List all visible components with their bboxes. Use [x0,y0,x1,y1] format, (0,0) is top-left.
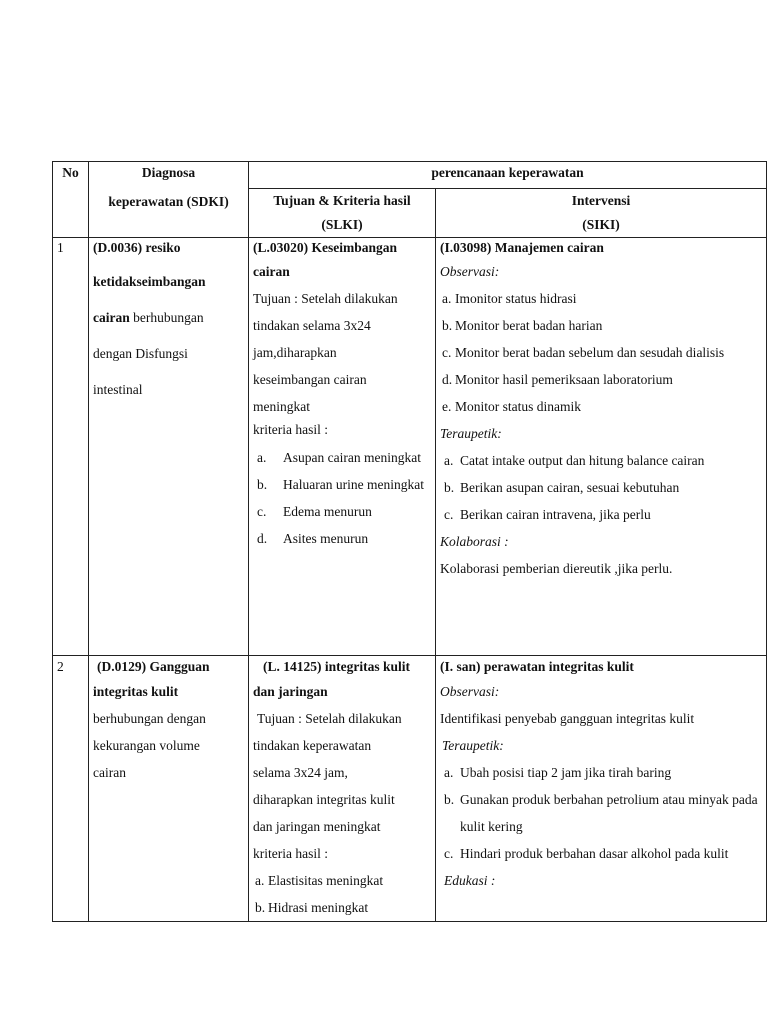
slki-criteria-list [253,444,431,552]
header-tujuan-line1: Tujuan & Kriteria hasil [273,193,411,208]
list-item [440,339,762,366]
list-marker: a. [444,453,454,468]
row-1-diagnosis [89,238,249,656]
siki-kolaborasi-label: Kolaborasi : [440,534,509,549]
row-1-no [53,238,89,656]
header-diagnosa [89,162,249,238]
list-text: Monitor hasil pemeriksaan laboratorium [455,372,673,387]
siki-teraupetik-label: Teraupetik: [440,426,502,441]
slki-text-line: Tujuan : Setelah dilakukan [253,291,398,306]
header-perencanaan [249,162,767,189]
table-row [53,238,767,656]
list-item [440,393,762,420]
list-item [440,786,762,840]
list-text: Hindari produk berbahan dasar alkohol pada kulit [460,846,729,861]
slki-text-line: tindakan selama 3x24 [253,318,371,333]
list-text: Ubah posisi tiap 2 jam jika tirah baring [460,765,672,780]
table-row [53,656,767,922]
header-diagnosa-line2: keperawatan (SDKI) [108,194,229,209]
slki-text-line: keseimbangan cairan [253,372,367,387]
siki-edukasi-label: Edukasi : [444,873,496,888]
list-marker: a. [257,450,267,465]
list-marker: b. [255,900,266,915]
slki-title-cont: dan jaringan [253,684,328,699]
diagnosis-title-end: cairan [93,310,130,325]
slki-criteria-label: kriteria hasil : [253,422,328,437]
list-text: Asupan cairan meningkat [283,450,421,465]
list-text: Berikan asupan cairan, sesuai kebutuhan [460,480,680,495]
header-intervensi [436,189,767,238]
slki-text-line: jam,diharapkan [253,345,337,360]
slki-criteria-list [253,867,431,921]
list-item [440,366,762,393]
list-marker: c. [442,345,452,360]
list-item [440,285,762,312]
list-item [440,474,762,501]
siki-observasi-list [440,285,762,420]
diagnosis-relation: berhubungan [129,310,204,325]
diagnosis-line-4: kekurangan volume [93,738,200,753]
slki-title-cont: cairan [253,264,290,279]
header-perencanaan-label: perencanaan keperawatan [431,165,584,180]
diagnosis-line-5: cairan [93,765,126,780]
list-marker: c. [444,846,454,861]
list-item [440,447,762,474]
diagnosis-line-3 [93,308,244,328]
list-text: Imonitor status hidrasi [455,291,577,306]
siki-observasi-label: Observasi: [440,264,500,279]
list-marker: a. [255,873,265,888]
siki-teraupetik-label: Teraupetik: [442,738,504,753]
list-marker: b. [444,480,455,495]
diagnosis-title-part: ketidakseimbangan [93,274,206,289]
list-marker: c. [444,507,454,522]
list-text: Catat intake output dan hitung balance cairan [460,453,705,468]
list-text: Monitor status dinamik [455,399,581,414]
list-text: Haluaran urine meningkat [283,477,424,492]
list-marker: a. [442,291,452,306]
slki-criteria-label: kriteria hasil : [253,846,328,861]
slki-text-line: meningkat [253,399,310,414]
header-tujuan-line2: (SLKI) [321,217,363,232]
list-text: Edema menurun [283,504,372,519]
row-1-siki [436,238,767,656]
list-item [253,867,431,894]
siki-kolaborasi-text: Kolaborasi pemberian diereutik ,jika perlu. [440,561,673,576]
slki-text-line: diharapkan integritas kulit [253,792,395,807]
list-item [253,525,431,552]
header-row [53,162,767,189]
slki-text-line: Tujuan : Setelah dilakukan [257,711,402,726]
siki-teraupetik-list [440,447,762,528]
list-item [253,894,431,921]
siki-observasi-label: Observasi: [440,684,500,699]
header-intervensi-line2: (SIKI) [582,217,620,232]
diagnosis-line-5: intestinal [93,382,143,397]
row-number: 1 [57,240,64,255]
list-item [440,840,762,867]
slki-text-line: tindakan keperawatan [253,738,372,753]
list-text: Elastisitas meningkat [268,873,384,888]
list-text: Monitor berat badan sebelum dan sesudah dialisis [455,345,725,360]
row-number: 2 [57,659,64,674]
diagnosis-code: (D.0036) resiko [93,240,181,255]
row-2-diagnosis [89,656,249,922]
row-2-siki [436,656,767,922]
list-text: Asites menurun [283,531,369,546]
diagnosis-line-4: dengan Disfungsi [93,346,188,361]
header-diagnosa-line1: Diagnosa [141,165,196,180]
row-1-slki [249,238,436,656]
diagnosis-title-part: integritas kulit [93,684,179,699]
header-no [53,162,89,238]
list-marker: b. [444,792,455,807]
siki-title: (I.03098) Manajemen cairan [440,240,604,255]
slki-title: (L.03020) Keseimbangan [253,240,398,255]
list-item [440,312,762,339]
siki-teraupetik-list [440,759,762,867]
header-no-label: No [62,165,79,180]
nursing-care-plan-table [52,161,767,922]
slki-text-line: selama 3x24 jam, [253,765,348,780]
row-2-slki [249,656,436,922]
list-text: Berikan cairan intravena, jika perlu [460,507,651,522]
siki-title: (I. san) perawatan integritas kulit [440,659,634,674]
diagnosis-line-3: berhubungan dengan [93,711,206,726]
list-item [253,444,431,471]
list-item [253,498,431,525]
list-marker: b. [442,318,453,333]
list-text: Gunakan produk berbahan petrolium atau minyak pada kulit kering [460,792,758,834]
list-marker: a. [444,765,454,780]
list-marker: d. [442,372,453,387]
row-2-no [53,656,89,922]
list-item [253,471,431,498]
list-item [440,501,762,528]
header-intervensi-line1: Intervensi [571,193,631,208]
list-text: Hidrasi meningkat [268,900,369,915]
slki-text-line: dan jaringan meningkat [253,819,381,834]
list-marker: d. [257,531,268,546]
slki-title: (L. 14125) integritas kulit [263,659,410,674]
siki-observasi-text: Identifikasi penyebab gangguan integritas kulit [440,711,695,726]
diagnosis-code: (D.0129) Gangguan [97,659,210,674]
list-marker: e. [442,399,452,414]
header-tujuan [249,189,436,238]
list-item [440,759,762,786]
list-marker: b. [257,477,268,492]
list-text: Monitor berat badan harian [455,318,603,333]
list-marker: c. [257,504,267,519]
